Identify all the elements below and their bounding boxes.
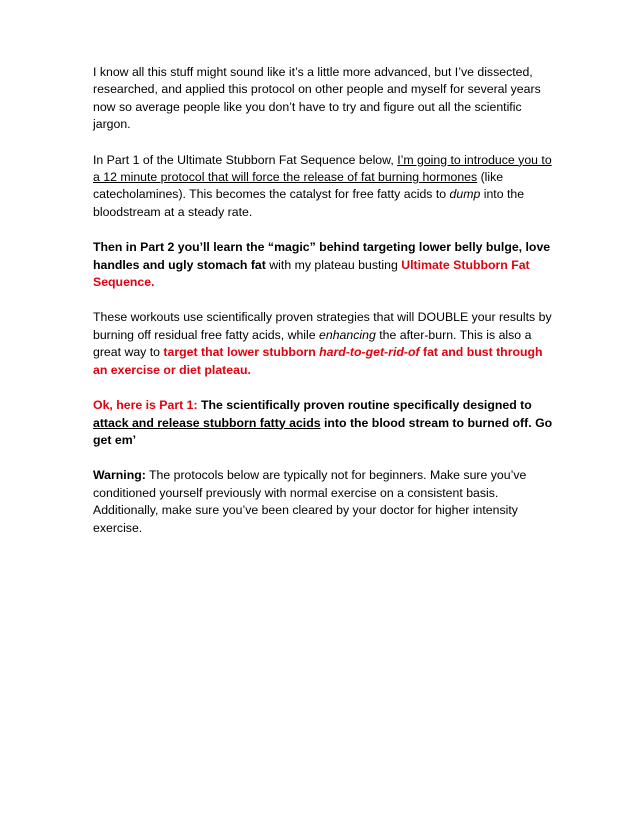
workouts-text-b: the after-burn. This is also a great way to [93, 327, 532, 360]
workouts-red-text-2: fat and bust through an exercise or diet plateau. [93, 345, 543, 377]
document-page [93, 64, 553, 555]
intro-text: I know all this stuff might sound like it’s a little more advanced, but I’ve dissected, researched, and applied this protocol on other people and myself for several years now so average people like you don’t have to try and figure out all the scientific jargon. [93, 65, 541, 132]
workouts-red-text-1: target that lower stubborn [163, 345, 320, 360]
part1-heading-red: Ok, here is Part 1: [93, 398, 198, 413]
part1-paragraph [93, 152, 553, 222]
part1-bold-underlined-text: attack and release stubborn fatty acids [93, 415, 321, 430]
part1-text-a: In Part 1 of the Ultimate Stubborn Fat Sequence below, [93, 152, 398, 167]
intro-paragraph [93, 64, 553, 134]
warning-label: Warning: [93, 468, 146, 483]
part2-paragraph [93, 239, 553, 291]
warning-text: The protocols below are typically not for beginners. Make sure you’ve conditioned yourself previously with normal exercise on a consistent basis. Additionally, make sure you’ve been cleared by your doctor for higher intensity exercise. [93, 468, 527, 535]
workouts-red-italic-text: hard-to-get-rid-of [319, 345, 420, 360]
part2-bold-text: Then in Part 2 you’ll learn the “magic” behind targeting lower belly bulge, love handles and ugly stomach fat [93, 240, 551, 272]
part1-text-c: into the bloodstream at a steady rate. [93, 187, 525, 219]
workouts-paragraph [93, 309, 553, 379]
workouts-italic-text: enhancing [319, 327, 376, 342]
part2-red-text: Ultimate Stubborn Fat Sequence. [93, 257, 530, 290]
part1-underlined-text: I’m going to introduce you to a 12 minute protocol that will force the release of fat burning hormones [93, 152, 552, 185]
part1-text-b: (like catecholamines). This becomes the catalyst for free fatty acids to [93, 170, 504, 202]
workouts-text-a: These workouts use scientifically proven strategies that will DOUBLE your results by burning off residual free fatty acids, while [93, 310, 552, 342]
warning-paragraph [93, 467, 553, 537]
part1-italic-text: dump [449, 187, 481, 202]
part1-bold-text-1: The scientifically proven routine specifically designed to [197, 398, 532, 413]
part1-intro-paragraph [93, 397, 553, 449]
part1-bold-text-2: into the blood stream to burned off. Go get em’ [93, 415, 553, 447]
part2-normal-text: with my plateau busting [265, 257, 402, 272]
